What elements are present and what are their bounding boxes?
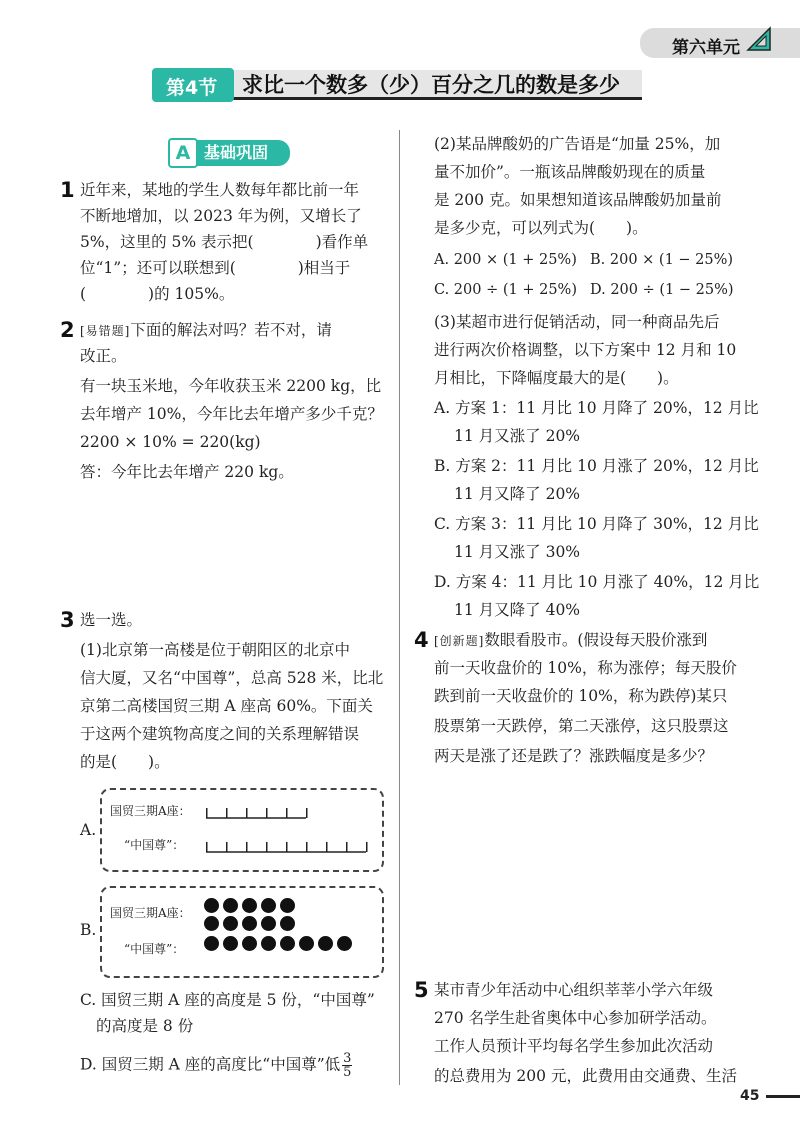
q3-p3-option: 11 月又涨了 30% — [454, 543, 581, 561]
part-dot — [242, 936, 257, 951]
q4-tag: [创新题] — [434, 634, 485, 648]
part-dot — [318, 936, 333, 951]
q1-line: 位“1”；还可以联想到( )相当于 — [80, 259, 351, 277]
q3-p1-line: 信大厦，又名“中国尊”，总高 528 米，比北 — [80, 669, 384, 687]
q1-line: 不断地增加，以 2023 年为例，又增长了 — [80, 207, 362, 225]
dot-label-guomao: 国贸三期A座： — [110, 906, 191, 920]
segment-bar-zgz — [206, 838, 376, 854]
part-dot — [223, 916, 238, 931]
bar-label-guomao: 国贸三期A座： — [110, 804, 191, 818]
option-a-label: A. — [80, 821, 97, 839]
q3-p3-line: (3)某超市进行促销活动，同一种商品先后 — [434, 313, 720, 331]
q3-p3-line: 进行两次价格调整，以下方案中 12 月和 10 — [434, 341, 737, 359]
part-dot — [261, 936, 276, 951]
question-number-3: 3 — [60, 608, 75, 632]
q3-p3-option: A. 方案 1：11 月比 10 月降了 20%，12 月比 — [434, 399, 759, 417]
q4-line: 跌到前一天收盘价的 10%，称为跌停)某只 — [434, 687, 728, 705]
q1-line: 5%，这里的 5% 表示把( )看作单 — [80, 233, 369, 251]
part-a-label — [168, 138, 292, 168]
q2-line: 有一块玉米地，今年收获玉米 2200 kg，比 — [80, 377, 382, 395]
part-dot — [204, 936, 219, 951]
unit-label: 第六单元 — [672, 38, 740, 58]
option-c-line: C. 国贸三期 A 座的高度是 5 份，“中国尊” — [80, 991, 375, 1009]
part-a-icon: A — [168, 138, 198, 168]
q3-p2-option: B. 200 × (1 − 25%) — [590, 252, 734, 268]
section-badge: 第4节 — [152, 68, 234, 102]
part-dot — [223, 898, 238, 913]
option-c-line: 的高度是 8 份 — [96, 1017, 194, 1035]
part-dot — [299, 936, 314, 951]
q3-p3-option: C. 方案 3：11 月比 10 月降了 30%，12 月比 — [434, 515, 759, 533]
bar-label-zgz: “中国尊”： — [124, 838, 185, 852]
q4-line: 两天是涨了还是跌了？涨跌幅度是多少？ — [434, 747, 714, 765]
q3-title: 选一选。 — [80, 611, 143, 629]
q3-p2-line: 是 200 克。如果想知道该品牌酸奶加量前 — [434, 191, 722, 209]
q3-p2-option: A. 200 × (1 + 25%) — [434, 252, 577, 268]
q3-p2-option: D. 200 ÷ (1 − 25%) — [590, 282, 734, 298]
option-d-line: D. 国贸三期 A 座的高度比“中国尊”低 $\frac{3}{5}$ — [80, 1051, 352, 1080]
q5-line: 270 名学生赴省奥体中心参加研学活动。 — [434, 1009, 717, 1027]
part-dot — [204, 916, 219, 931]
part-dot — [261, 898, 276, 913]
q3-p1-line: 京第二高楼国贸三期 A 座高 60%。下面关 — [80, 697, 373, 715]
ruler-triangle-icon — [746, 26, 772, 52]
q3-p2-line: 是多少克，可以列式为( )。 — [434, 219, 648, 237]
q2-line: 2200 × 10% = 220(kg) — [80, 433, 261, 451]
option-a-box — [100, 788, 384, 872]
q5-line: 工作人员预计平均每名学生参加此次活动 — [434, 1037, 714, 1055]
q3-p2-option: C. 200 ÷ (1 + 25%) — [434, 282, 577, 298]
question-number-5: 5 — [414, 978, 429, 1002]
q1-line: 近年来，某地的学生人数每年都比前一年 — [80, 181, 360, 199]
q3-p3-option: B. 方案 2：11 月比 10 月涨了 20%，12 月比 — [434, 457, 759, 475]
q4-line: 股票第一天跌停，第二天涨停，这只股票这 — [434, 717, 729, 735]
section-title: 求比一个数多（少）百分之几的数是多少 — [232, 70, 642, 100]
part-dot — [261, 916, 276, 931]
part-dot — [280, 936, 295, 951]
option-b-box — [100, 886, 384, 978]
q2-tag: [易错题] — [80, 324, 131, 338]
q3-p2-line: (2)某品牌酸奶的广告语是“加量 25%，加 — [434, 135, 721, 153]
q3-p3-line: 月相比，下降幅度最大的是( )。 — [434, 369, 679, 387]
page-number-rule — [766, 1095, 800, 1098]
q2-line: [易错题]下面的解法对吗？若不对，请 — [80, 321, 332, 339]
fraction-three-fifths: $\frac{3}{5}$ — [343, 1051, 352, 1080]
q2-line: 改正。 — [80, 347, 127, 365]
part-dot — [242, 916, 257, 931]
column-divider — [399, 130, 400, 1085]
part-dot — [204, 898, 219, 913]
page-number: 45 — [740, 1088, 760, 1104]
q3-p2-line: 量不加价”。一瓶该品牌酸奶现在的质量 — [434, 163, 706, 181]
part-dot — [242, 898, 257, 913]
q3-p3-option: 11 月又涨了 20% — [454, 427, 581, 445]
segment-bar-guomao — [206, 804, 376, 820]
q3-p1-line: 于这两个建筑物高度之间的关系理解错误 — [80, 725, 360, 743]
dot-label-zgz: “中国尊”： — [124, 942, 185, 956]
q5-line: 某市青少年活动中心组织莘莘小学六年级 — [434, 981, 714, 999]
section-header — [152, 68, 646, 104]
part-dot — [223, 936, 238, 951]
question-number-1: 1 — [60, 178, 75, 202]
part-dot — [280, 898, 295, 913]
q3-p3-option: D. 方案 4：11 月比 10 月涨了 40%，12 月比 — [434, 573, 760, 591]
q2-line: 答：今年比去年增产 220 kg。 — [80, 463, 294, 481]
question-number-4: 4 — [414, 628, 429, 652]
q3-p1-line: 的是( )。 — [80, 753, 170, 771]
q2-line: 去年增产 10%，今年比去年增产多少千克？ — [80, 405, 383, 423]
q5-line: 的总费用为 200 元，此费用由交通费、生活 — [434, 1067, 737, 1085]
part-a-title: 基础巩固 — [196, 140, 290, 166]
part-dot — [280, 916, 295, 931]
part-dot — [337, 936, 352, 951]
option-b-label: B. — [80, 921, 97, 939]
question-number-2: 2 — [60, 318, 75, 342]
q3-p3-option: 11 月又降了 40% — [454, 601, 581, 619]
q4-line: 前一天收盘价的 10%，称为涨停；每天股价 — [434, 659, 737, 677]
q3-p3-option: 11 月又降了 20% — [454, 485, 581, 503]
q3-p1-line: (1)北京第一高楼是位于朝阳区的北京中 — [80, 641, 350, 659]
q1-line: ( )的 105%。 — [80, 285, 235, 303]
q4-line: [创新题]数眼看股市。(假设每天股价涨到 — [434, 631, 708, 649]
